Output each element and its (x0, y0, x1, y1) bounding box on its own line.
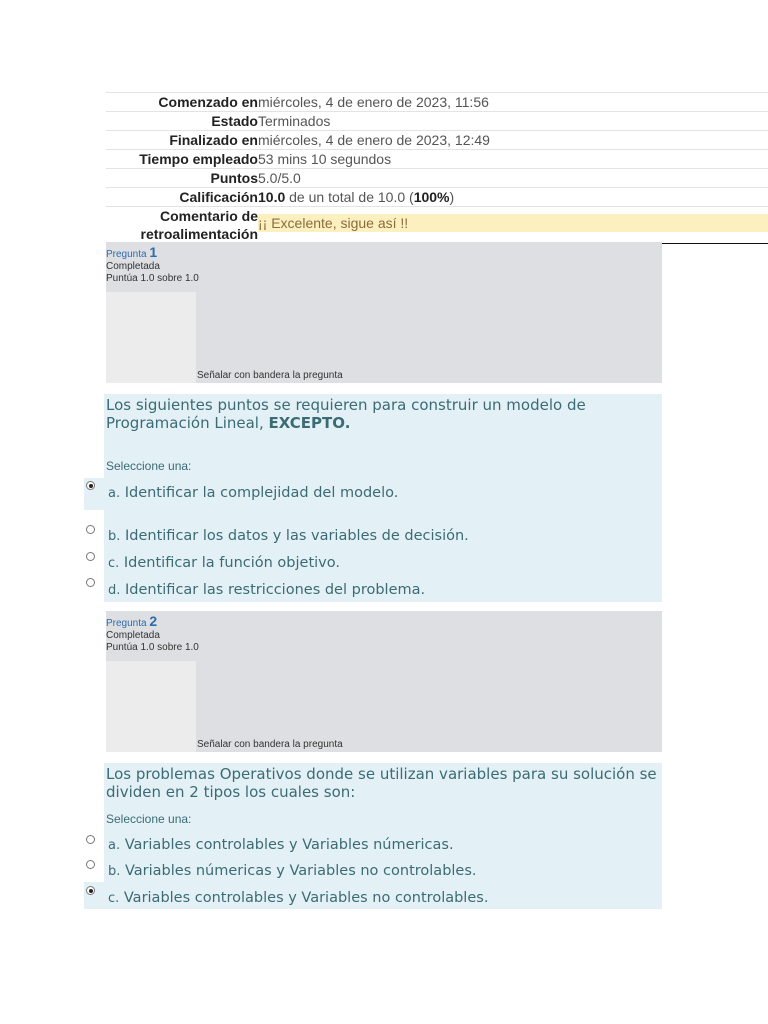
question-2-radio-b[interactable] (86, 860, 95, 869)
question-1-info-side (106, 292, 196, 383)
question-1-option-b[interactable] (108, 528, 469, 544)
question-1-radio-a[interactable] (86, 481, 95, 490)
question-1-number-value: 1 (149, 244, 158, 260)
question-2-option-b[interactable] (108, 863, 477, 879)
feedback-value: ¡¡ Excelente, sigue así !! (258, 214, 768, 232)
grade-value (258, 188, 768, 206)
option-letter: b. (108, 529, 121, 544)
grade-total-text: de un total de 10.0 ( (285, 189, 414, 205)
option-letter: a. (108, 838, 121, 853)
option-letter: c. (108, 891, 120, 906)
question-1-score: Puntúa 1.0 sobre 1.0 (106, 273, 199, 284)
option-letter: b. (108, 864, 121, 879)
question-1-prefix: Pregunta (106, 249, 150, 260)
feedback-label (106, 207, 258, 243)
question-1-content (104, 394, 662, 602)
option-text: Identificar las restricciones del problema. (125, 582, 426, 598)
grade-percent: 100% (413, 189, 450, 205)
grade-score: 10.0 (258, 189, 286, 205)
question-2-stem: Los problemas Operativos donde se utilizan variables para su solución se dividen en 2 tipos los cuales son: (106, 765, 657, 801)
question-1-stem-text: Los siguientes puntos se requieren para construir un modelo de Programación Lineal, (106, 396, 586, 432)
state-value: Terminados (258, 113, 331, 129)
question-1-stem-bold: EXCEPTO. (268, 414, 351, 432)
question-2-radio-a[interactable] (86, 835, 95, 844)
feedback-label-line-1: Comentario de (159, 208, 258, 224)
question-1-stem (104, 394, 662, 432)
option-text: Identificar los datos y las variables de decisión. (125, 528, 469, 544)
question-2-prefix: Pregunta (106, 618, 150, 629)
question-2-select-label: Seleccione una: (106, 812, 192, 826)
summary-row-points (106, 168, 768, 187)
question-2-info-side (106, 661, 196, 752)
question-1-number (106, 242, 662, 261)
question-2-option-a[interactable] (108, 837, 454, 853)
question-1-select-label: Seleccione una: (106, 459, 192, 473)
question-2-status: Completada (106, 630, 160, 641)
started-label: Comenzado en (158, 94, 258, 110)
time-label: Tiempo empleado (139, 151, 258, 167)
question-1-status: Completada (106, 261, 160, 272)
question-2-content (104, 763, 662, 909)
option-text: Identificar la función objetivo. (123, 555, 340, 571)
finished-value: miércoles, 4 de enero de 2023, 12:49 (258, 132, 490, 148)
option-text: Identificar la complejidad del modelo. (124, 485, 399, 501)
option-letter: a. (108, 486, 121, 501)
summary-row-time (106, 149, 768, 168)
question-1-radio-c[interactable] (86, 552, 95, 561)
summary-row-state (106, 111, 768, 130)
question-2-option-c[interactable] (108, 890, 488, 906)
question-1-info (106, 242, 662, 383)
question-2-score: Puntúa 1.0 sobre 1.0 (106, 642, 199, 653)
question-2-flag-link[interactable]: Señalar con bandera la pregunta (197, 739, 343, 750)
question-1-radio-d[interactable] (86, 578, 95, 587)
question-1-option-d[interactable] (108, 582, 425, 598)
question-2-info (106, 611, 662, 752)
finished-label: Finalizado en (169, 132, 258, 148)
question-1-radio-b[interactable] (86, 525, 95, 534)
option-text: Variables controlables y Variables no controlables. (123, 890, 489, 906)
started-value: miércoles, 4 de enero de 2023, 11:56 (258, 94, 489, 110)
points-value: 5.0/5.0 (258, 170, 301, 186)
question-2-radio-c[interactable] (86, 886, 95, 895)
question-1-flag-link[interactable]: Señalar con bandera la pregunta (197, 370, 343, 381)
grade-close-paren: ) (449, 189, 455, 205)
summary-row-feedback (106, 206, 768, 244)
question-2-number (106, 611, 662, 630)
question-2-number-value: 2 (149, 613, 158, 629)
option-text: Variables controlables y Variables númericas. (124, 837, 454, 853)
feedback-label-line-2: retroalimentación (140, 226, 258, 242)
points-label: Puntos (210, 170, 258, 186)
state-label: Estado (211, 113, 258, 129)
summary-row-grade (106, 187, 768, 206)
option-letter: d. (108, 583, 121, 598)
time-value: 53 mins 10 segundos (258, 151, 392, 167)
option-letter: c. (108, 556, 120, 571)
summary-row-started (106, 92, 768, 111)
summary-row-finished (106, 130, 768, 149)
attempt-summary-table (106, 92, 768, 244)
grade-label: Calificación (179, 189, 258, 205)
question-1-option-a[interactable] (108, 485, 398, 501)
option-text: Variables númericas y Variables no controlables. (125, 863, 477, 879)
question-1-option-c[interactable] (108, 555, 340, 571)
